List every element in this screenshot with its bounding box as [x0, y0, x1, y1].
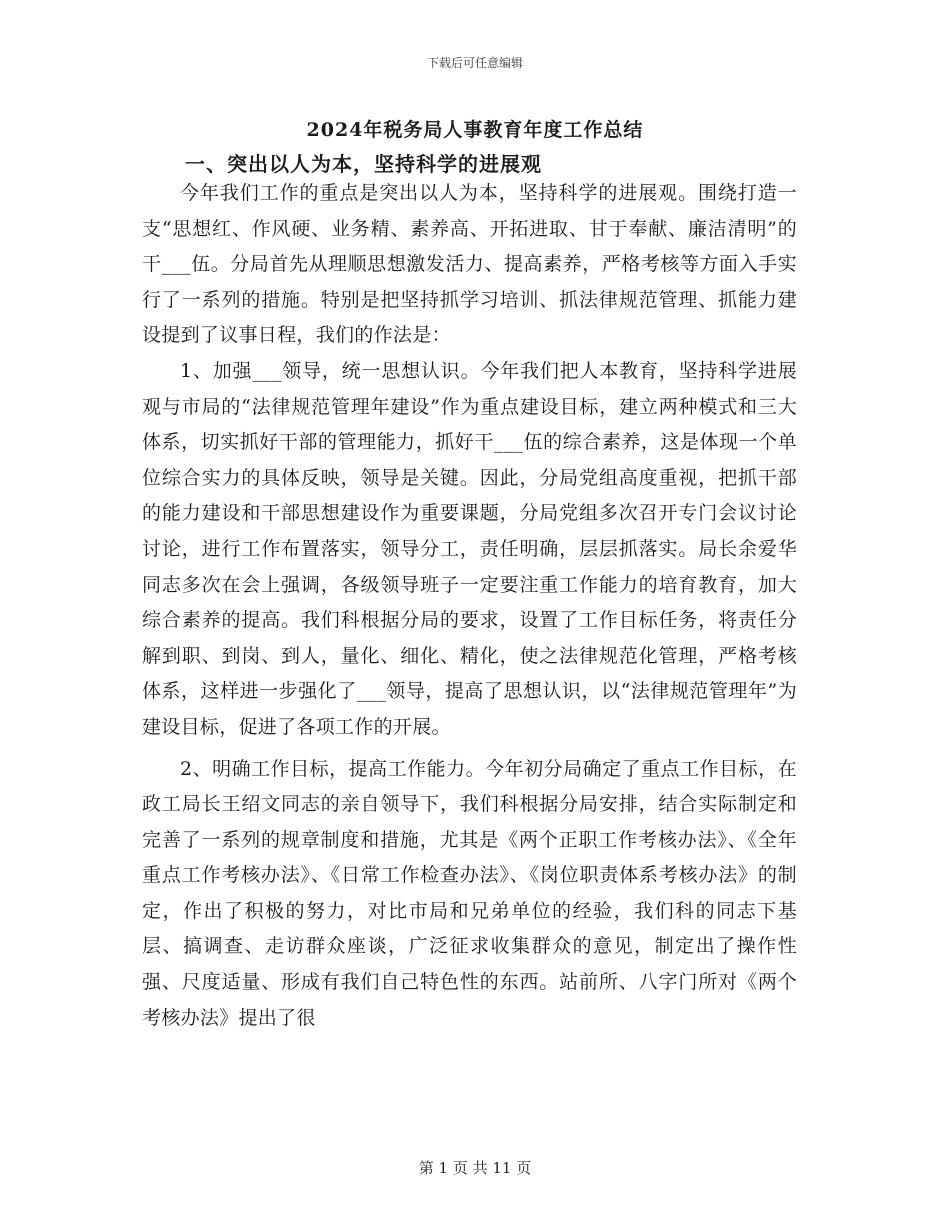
document-body: [142, 176, 797, 1036]
paragraph-intro: 今年我们工作的重点是突出以人为本，坚持科学的进展观。围绕打造一支“思想红、作风硬、业务精、素养高、开拓进取、甘于奉献、廉洁清明”的干___伍。分局首先从理顺思想激发活力、提高素养，严格考核等方面入手实行了一系列的措施。特别是把坚持抓学习培训、抓法律规范管理、抓能力建设提到了议事日程，我们的作法是：: [142, 182, 797, 347]
paragraph-item-1: 1、加强___领导，统一思想认识。今年我们把人本教育，坚持科学进展观与市局的“法律规范管理年建设”作为重点建设目标，建立两种模式和三大体系，切实抓好干部的管理能力，抓好干___伍的综合素养，这是体现一个单位综合实力的具体反映，领导是关键。因此，分局党组高度重视，把抓干部的能力建设和干部思想建设作为重要课题，分局党组多次召开专门会议讨论讨论，进行工作布置落实，领导分工，责任明确，层层抓落实。局长余爱华同志多次在会上强调，各级领导班子一定要注重工作能力的培育教育，加大综合素养的提高。我们科根据分局的要求，设置了工作目标任务，将责任分解到职、到岗、到人，量化、细化、精化，使之法律规范化管理，严格考核体系，这样进一步强化了___领导，提高了思想认识，以“法律规范管理年”为建设目标，促进了各项工作的开展。: [142, 359, 797, 738]
section-heading: 一、突出以人为本，坚持科学的进展观: [185, 152, 542, 176]
page-number-footer: 第 1 页 共 11 页: [418, 1159, 532, 1177]
paragraph-item-2: 2、明确工作目标，提高工作能力。今年初分局确定了重点工作目标，在政工局长王绍文同志的亲自领导下，我们科根据分局安排，结合实际制定和完善了一系列的规章制度和措施，尤其是《两个正职工作考核办法》、《全年重点工作考核办法》、《日常工作检查办法》、《岗位职责体系考核办法》的制定，作出了积极的努力，对比市局和兄弟单位的经验，我们科的同志下基层、搞调查、走访群众座谈，广泛征求收集群众的意见，制定出了操作性强、尺度适量、形成有我们自己特色性的东西。站前所、八字门所对《两个考核办法》提出了很: [142, 757, 797, 1029]
header-note: 下载后可任意编辑: [426, 56, 523, 70]
document-title: 2024年税务局人事教育年度工作总结: [306, 119, 644, 141]
